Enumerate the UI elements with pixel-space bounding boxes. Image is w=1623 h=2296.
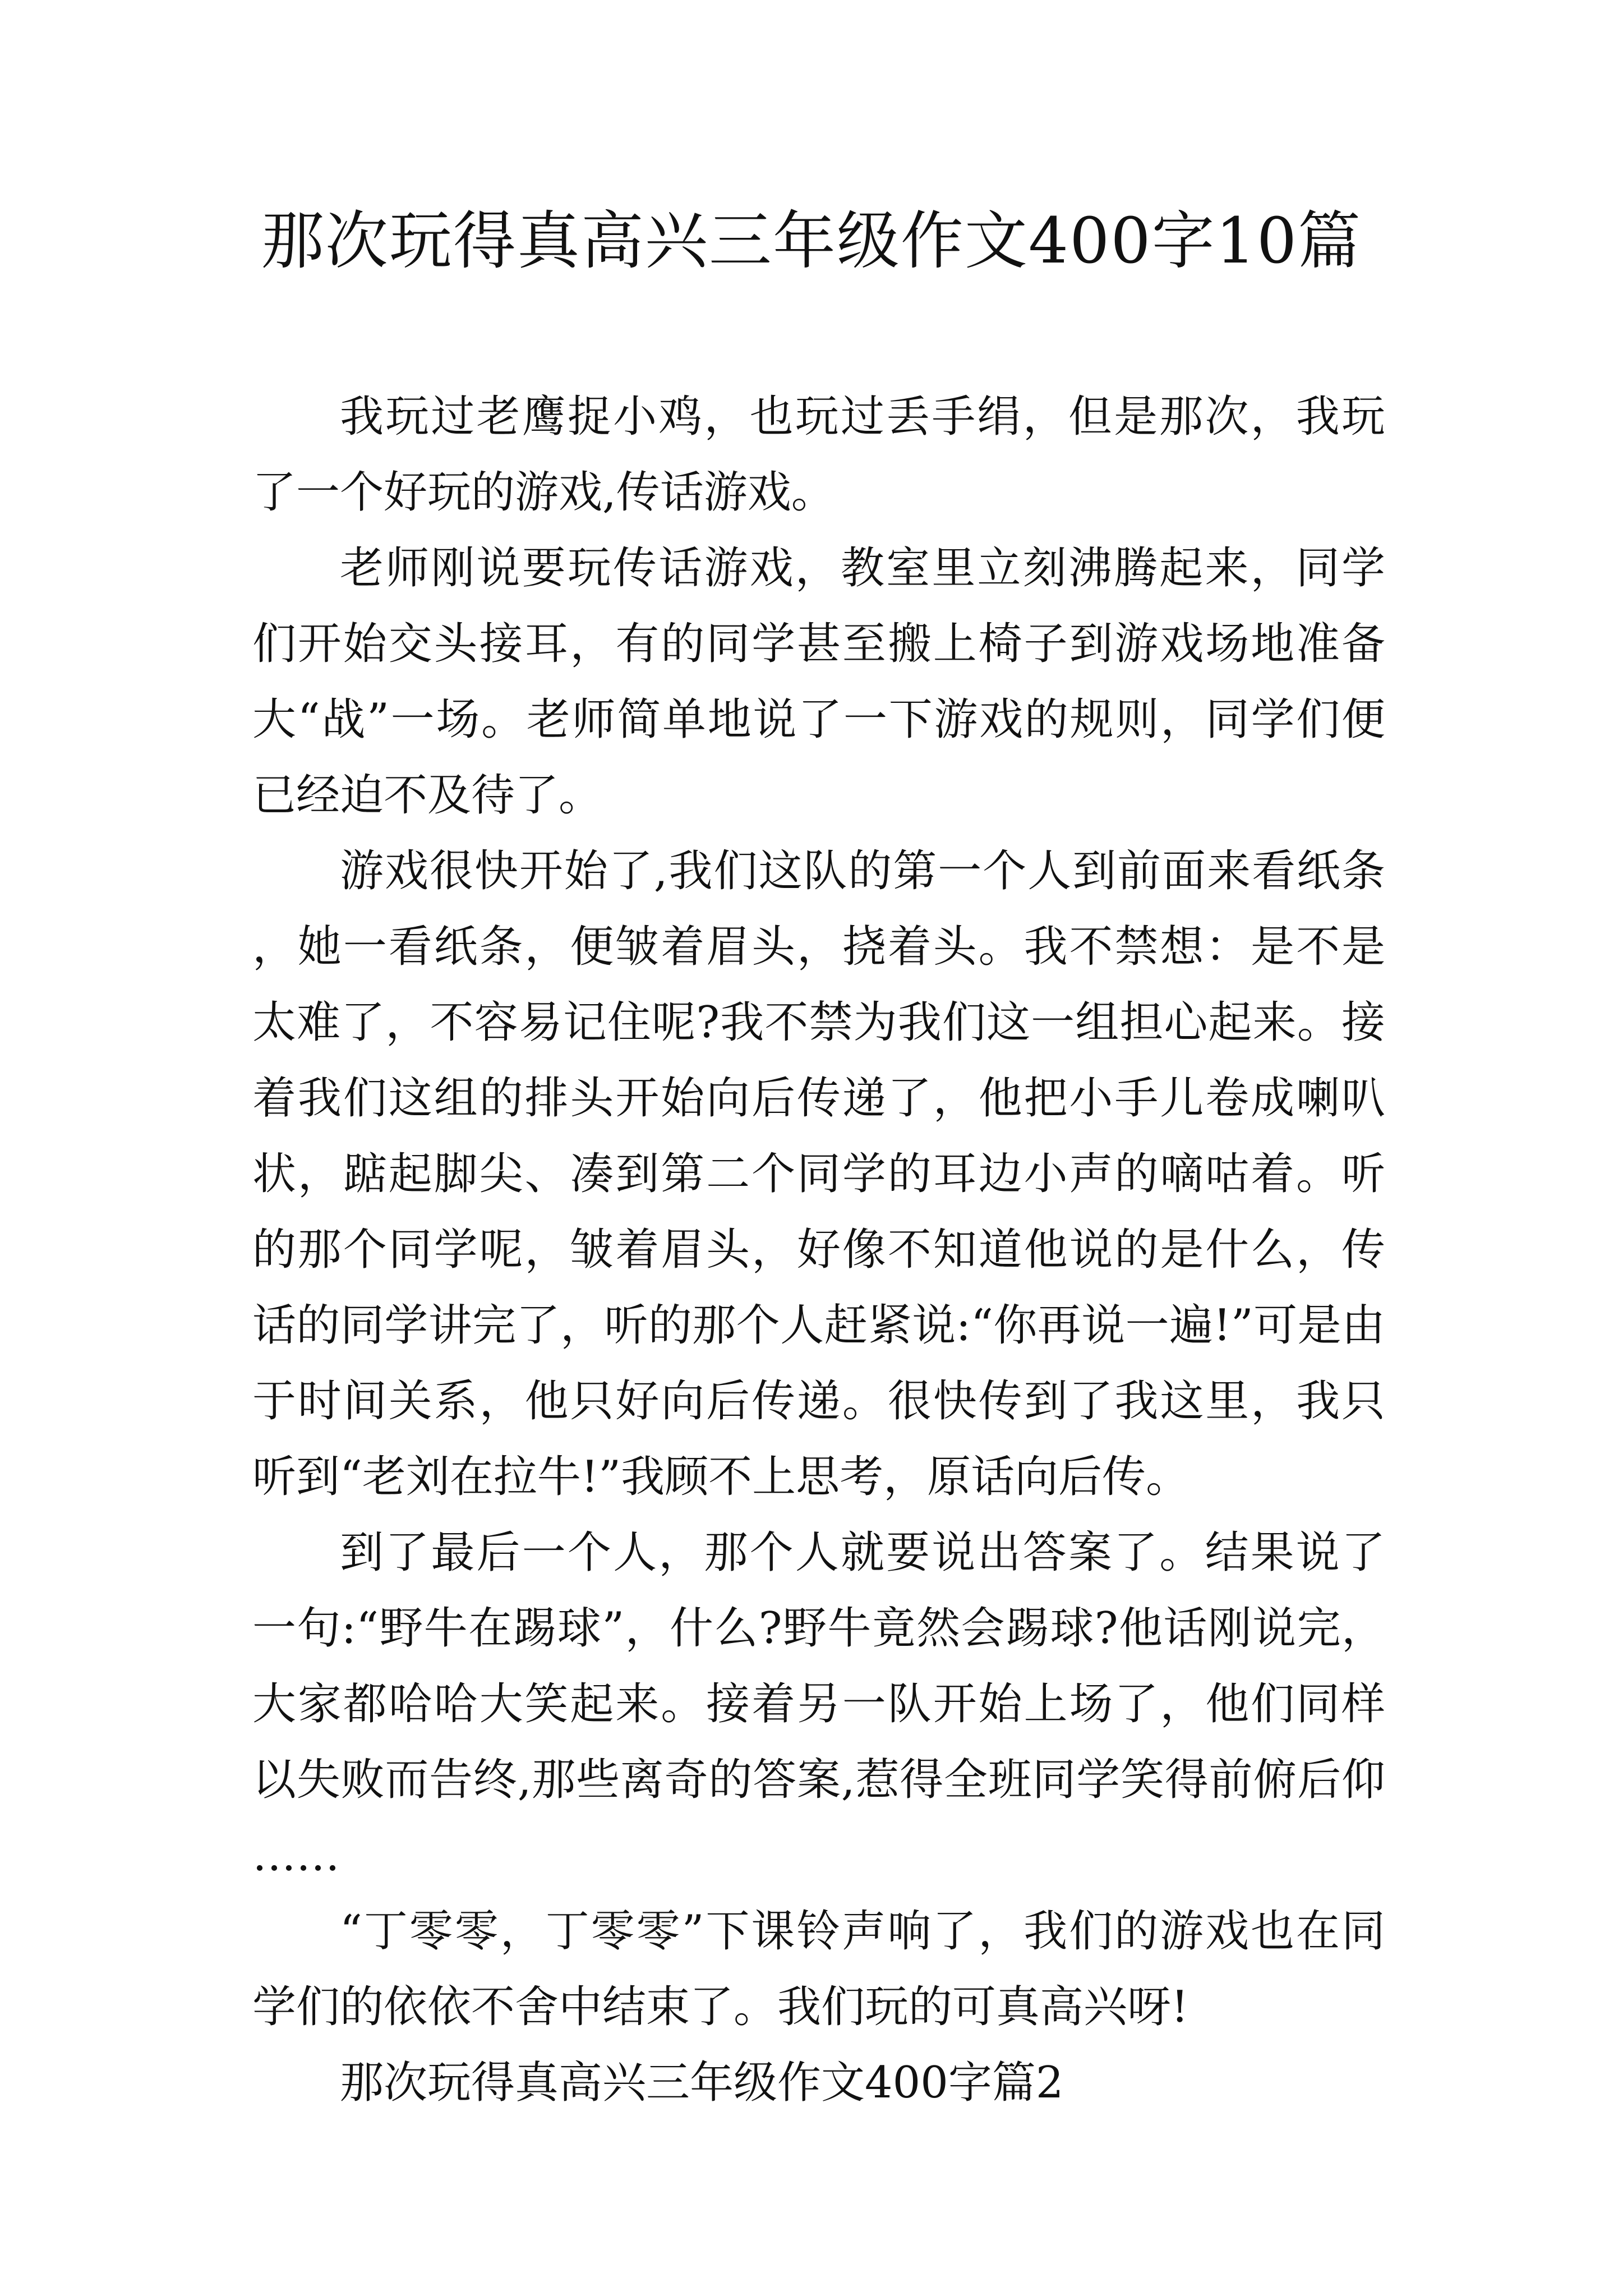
paragraph: 到了最后一个人，那个人就要说出答案了。结果说了一句:“野牛在踢球”，什么?野牛竟然会踢球?他话刚说完，大家都哈哈大笑起来。接着另一队开始上场了，他们同样以失败而告终,那些离奇的答案,惹得全班同学笑得前俯后仰…… xyxy=(252,1527,1385,1881)
document-body xyxy=(252,379,1385,2121)
section-heading: 那次玩得真高兴三年级作文400字篇2 xyxy=(340,2058,1064,2108)
paragraph: 老师刚说要玩传话游戏，教室里立刻沸腾起来，同学们开始交头接耳，有的同学甚至搬上椅子到游戏场地准备大“战”一场。老师简单地说了一下游戏的规则，同学们便已经迫不及待了。 xyxy=(252,543,1385,821)
paragraph: 游戏很快开始了,我们这队的第一个人到前面来看纸条，她一看纸条，便皱着眉头，挠着头。我不禁想：是不是太难了，不容易记住呢?我不禁为我们这一组担心起来。接着我们这组的排头开始向后传递了，他把小手儿卷成喇叭状，踮起脚尖、凑到第二个同学的耳边小声的嘀咕着。听的那个同学呢，皱着眉头，好像不知道他说的是什么，传话的同学讲完了，听的那个人赶紧说:“你再说一遍!”可是由于时间关系，他只好向后传递。很快传到了我这里，我只听到“老刘在拉牛!”我顾不上思考，原话向后传。 xyxy=(252,846,1385,1502)
document-title: 那次玩得真高兴三年级作文400字10篇 xyxy=(261,205,1362,278)
paragraph: 我玩过老鹰捉小鸡，也玩过丢手绢，但是那次，我玩了一个好玩的游戏,传话游戏。 xyxy=(252,392,1385,518)
paragraph: “丁零零，丁零零”下课铃声响了，我们的游戏也在同学们的依依不舍中结束了。我们玩的可真高兴呀! xyxy=(252,1906,1385,2032)
